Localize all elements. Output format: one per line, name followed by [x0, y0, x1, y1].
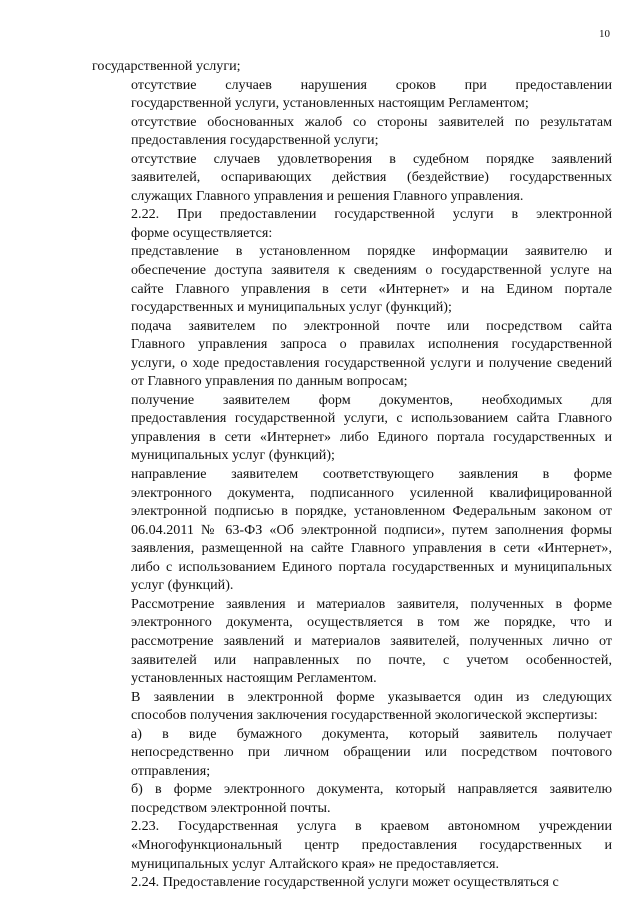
text-line: 2.24. Предоставление государственной услуги может осуществляться с	[131, 874, 559, 891]
paragraph	[92, 57, 612, 76]
text-line: либо с использованием Единого портала государственных и муниципальных	[131, 558, 612, 575]
text-line: В заявлении в электронной форме указывается один из следующих	[131, 688, 612, 705]
text-line: услуги, о ходе предоставления государственной услуги и получение сведений	[131, 354, 612, 371]
text-line: Рассмотрение заявления и материалов заявителя, полученных в форме	[131, 595, 612, 612]
text-line: непосредственно при личном обращении или посредством почтового	[131, 744, 612, 761]
text-line: предоставления государственной услуги, с использованием сайта Главного	[131, 410, 612, 427]
text-line: форме осуществляется:	[131, 224, 273, 241]
text-line: услуг (функций).	[131, 577, 234, 594]
text-line: государственной услуги;	[92, 58, 241, 74]
text-line: 2.23. Государственная услуга в краевом автономном учреждении	[131, 818, 612, 835]
text-line: направление заявителем соответствующего заявления в форме	[131, 466, 612, 483]
paragraph	[92, 780, 612, 817]
text-line: электронной подписью в порядке, установленном Федеральным законом от	[131, 503, 612, 520]
text-line: отправления;	[131, 762, 211, 779]
paragraph	[92, 113, 612, 150]
paragraph	[92, 725, 612, 781]
text-line: служащих Главного управления и решения Главного управления.	[131, 187, 524, 204]
text-line: сайте Главного управления в сети «Интернет» и на Едином портале	[131, 280, 612, 297]
text-line: обеспечение доступа заявителя к сведениям о государственной услуге на	[131, 262, 612, 279]
paragraph	[92, 391, 612, 465]
text-line: 2.22. При предоставлении государственной услуги в электронной	[131, 206, 612, 223]
text-line: отсутствие случаев нарушения сроков при предоставлении	[131, 76, 612, 93]
text-line: предоставления государственной услуги;	[131, 132, 379, 149]
text-line: а) в виде бумажного документа, который заявитель получает	[131, 725, 612, 742]
paragraph	[92, 150, 612, 206]
text-line: б) в форме электронного документа, который направляется заявителю	[131, 781, 612, 798]
text-line: посредством электронной почты.	[131, 799, 331, 816]
paragraph	[92, 595, 612, 688]
paragraph	[92, 317, 612, 391]
text-line: муниципальных услуг (функций);	[131, 447, 335, 464]
text-line: государственных и муниципальных услуг (функций);	[131, 299, 452, 316]
text-line: отсутствие обоснованных жалоб со стороны заявителей по результатам	[131, 113, 612, 130]
paragraph	[92, 688, 612, 725]
page-number: 10	[599, 28, 610, 40]
paragraph	[92, 205, 612, 242]
text-line: установленных настоящим Регламентом.	[131, 670, 377, 687]
paragraph	[92, 76, 612, 113]
text-line: рассмотрение заявлений и материалов заявителей, полученных лично от	[131, 632, 612, 649]
paragraph	[92, 873, 612, 892]
text-line: от Главного управления по данным вопросам;	[131, 373, 408, 390]
text-line: «Многофункциональный центр предоставления государственных и	[131, 836, 612, 853]
text-line: электронного документа, подписанного усиленной квалифицированной	[131, 484, 612, 501]
text-line: 06.04.2011 № 63-ФЗ «Об электронной подписи», путем заполнения формы	[131, 521, 612, 538]
text-line: представление в установленном порядке информации заявителю и	[131, 243, 612, 260]
text-line: заявителей или направленных по почте, с учетом особенностей,	[131, 651, 612, 668]
text-line: заявителей, оспаривающих действия (бездействие) государственных	[131, 169, 612, 186]
text-line: государственной услуги, установленных настоящим Регламентом;	[131, 95, 529, 112]
text-line: отсутствие случаев удовлетворения в судебном порядке заявлений	[131, 150, 612, 167]
paragraph	[92, 465, 612, 595]
text-line: заявления, размещенной на сайте Главного управления в сети «Интернет»,	[131, 540, 612, 557]
text-line: способов получения заключения государственной экологической экспертизы:	[131, 707, 598, 724]
document-body	[92, 57, 612, 892]
text-line: Главного управления запроса о правилах исполнения государственной	[131, 336, 612, 353]
text-line: подача заявителем по электронной почте или посредством сайта	[131, 317, 612, 334]
paragraph	[92, 817, 612, 873]
text-line: муниципальных услуг Алтайского края» не предоставляется.	[131, 855, 499, 872]
text-line: получение заявителем форм документов, необходимых для	[131, 391, 612, 408]
paragraph	[92, 242, 612, 316]
text-line: электронного документа, осуществляется в том же порядке, что и	[131, 614, 612, 631]
text-line: управления в сети «Интернет» либо Единого портала государственных и	[131, 428, 612, 445]
